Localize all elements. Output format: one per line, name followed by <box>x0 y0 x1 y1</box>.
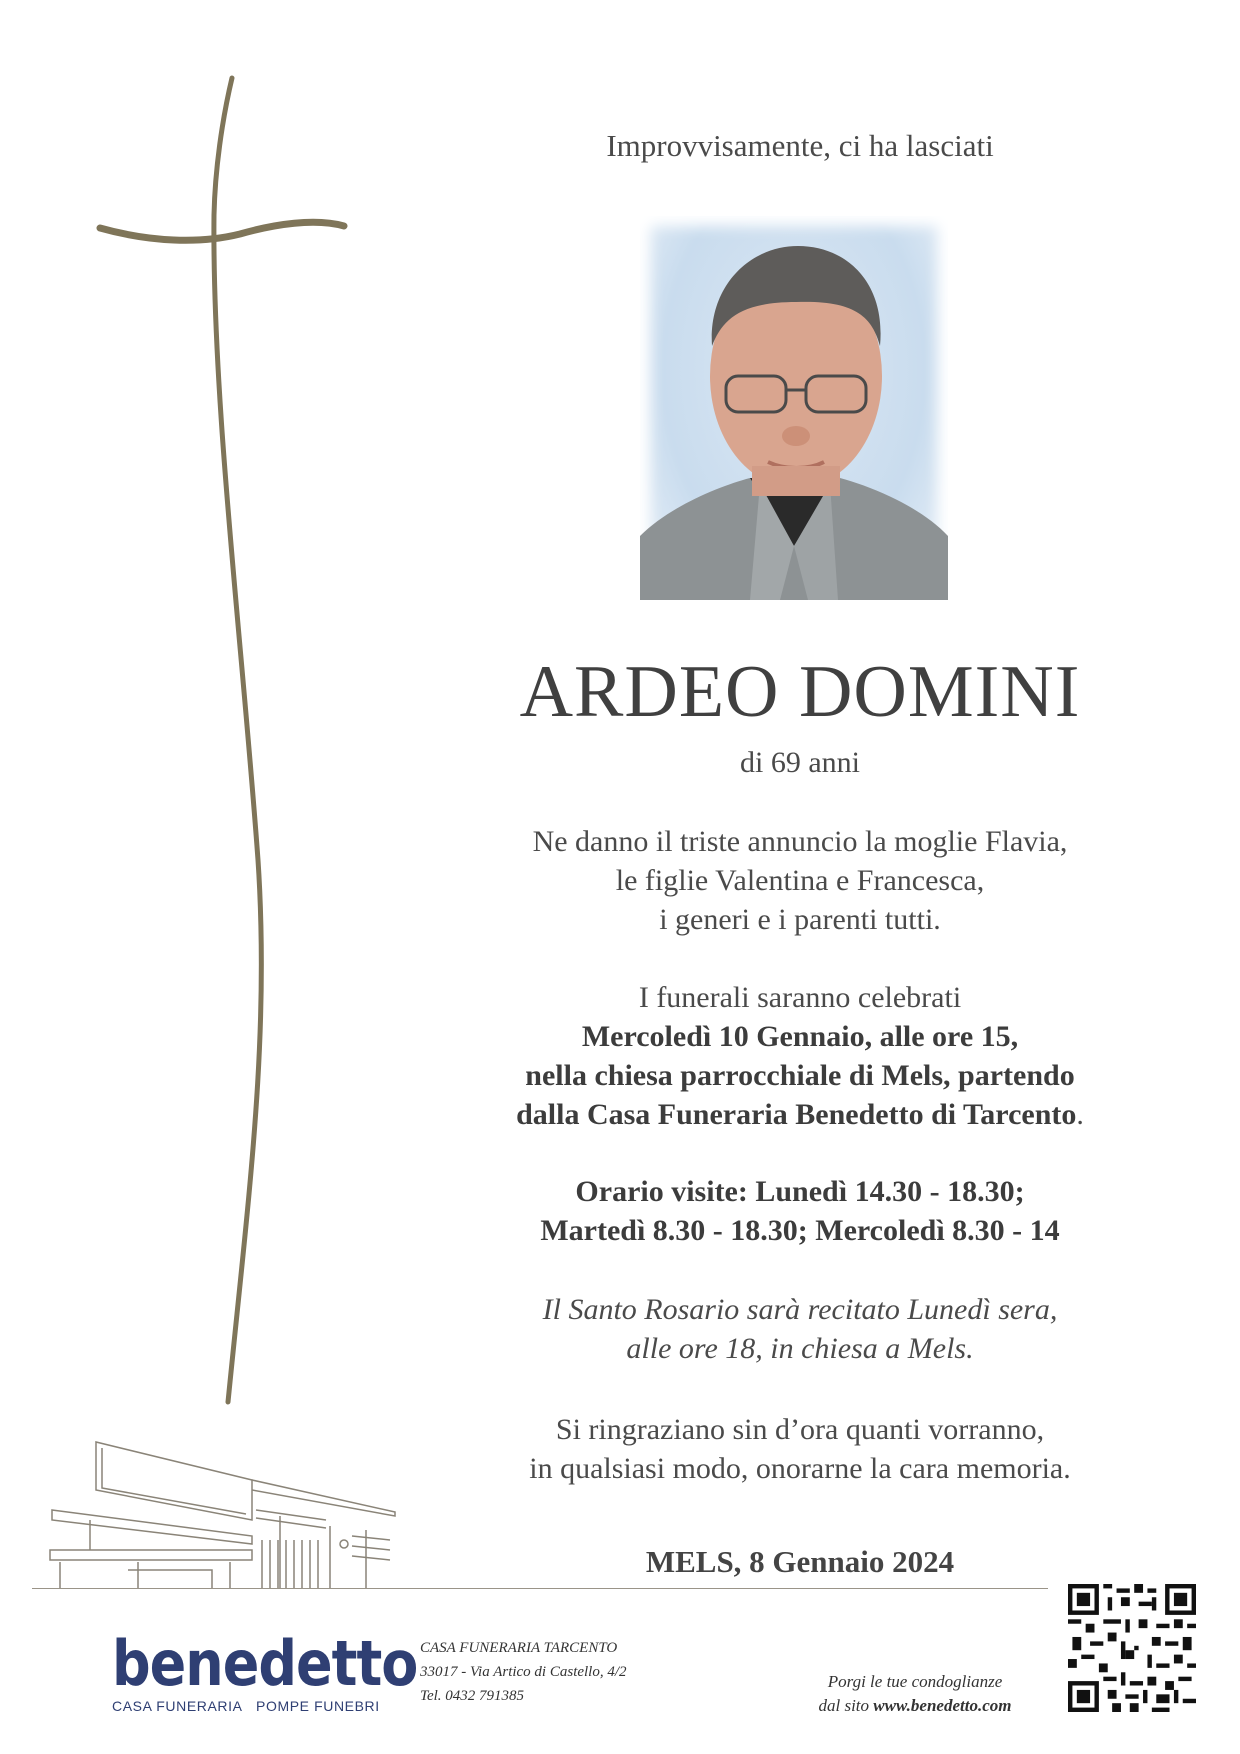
rosary-line: Il Santo Rosario sarà recitato Lunedì sera, <box>542 1293 1058 1326</box>
building-illustration <box>30 1440 410 1590</box>
funeral-home-address <box>420 1636 627 1708</box>
rosary-line: alle ore 18, in chiesa a Mels. <box>626 1332 974 1365</box>
funeral-line: nella chiesa parrocchiale di Mels, partendo <box>525 1059 1075 1092</box>
qr-code-icon[interactable] <box>1068 1584 1196 1712</box>
cross-icon <box>0 0 400 1420</box>
thanks-block <box>440 1410 1160 1488</box>
deceased-name: ARDEO DOMINI <box>519 651 1081 733</box>
funeral-block <box>440 978 1160 1134</box>
funeral-line: dalla Casa Funeraria Benedetto di Tarcento <box>516 1098 1077 1131</box>
visits-line: Martedì 8.30 - 18.30; Mercoledì 8.30 - 14 <box>540 1214 1060 1247</box>
funeral-period: . <box>1076 1098 1084 1131</box>
condolences-text: Porgi le tue condoglianze <box>827 1672 1003 1691</box>
address-line: 33017 - Via Artico di Castello, 4/2 <box>420 1664 627 1680</box>
announcement-line: Ne danno il triste annuncio la moglie Flavia, <box>532 825 1068 858</box>
deceased-age: di 69 anni <box>740 746 860 779</box>
condolences-note <box>780 1670 1050 1718</box>
visits-block <box>440 1172 1160 1250</box>
portrait-photo <box>640 216 948 600</box>
condolences-site-link[interactable]: www.benedetto.com <box>873 1696 1012 1715</box>
benedetto-logo <box>112 1627 418 1714</box>
logo-wordmark: benedetto <box>112 1627 418 1701</box>
announcement-line: i generi e i parenti tutti. <box>659 903 941 936</box>
address-line: Tel. 0432 791385 <box>420 1688 525 1704</box>
place-date: MELS, 8 Gennaio 2024 <box>645 1544 955 1579</box>
announcement-block <box>440 822 1160 939</box>
funeral-line: Mercoledì 10 Gennaio, alle ore 15, <box>581 1020 1019 1053</box>
portrait-illustration <box>640 216 948 600</box>
rosary-block <box>440 1290 1160 1368</box>
visits-line: Orario visite: Lunedì 14.30 - 18.30; <box>575 1175 1025 1208</box>
thanks-line: Si ringraziano sin d’ora quanti vorranno, <box>555 1413 1045 1446</box>
logo-subtitle-right: POMPE FUNEBRI <box>256 1698 380 1714</box>
condolences-prefix: dal sito <box>818 1696 874 1715</box>
logo-subtitle-left: CASA FUNERARIA <box>112 1698 243 1714</box>
intro-text: Improvvisamente, ci ha lasciati <box>606 128 994 163</box>
logo-subtitle <box>112 1698 380 1714</box>
thanks-line: in qualsiasi modo, onorarne la cara memoria. <box>529 1452 1071 1485</box>
funeral-intro: I funerali saranno celebrati <box>638 981 962 1014</box>
address-line: CASA FUNERARIA TARCENTO <box>420 1640 618 1656</box>
announcement-line: le figlie Valentina e Francesca, <box>615 864 985 897</box>
footer-divider <box>32 1588 1048 1589</box>
